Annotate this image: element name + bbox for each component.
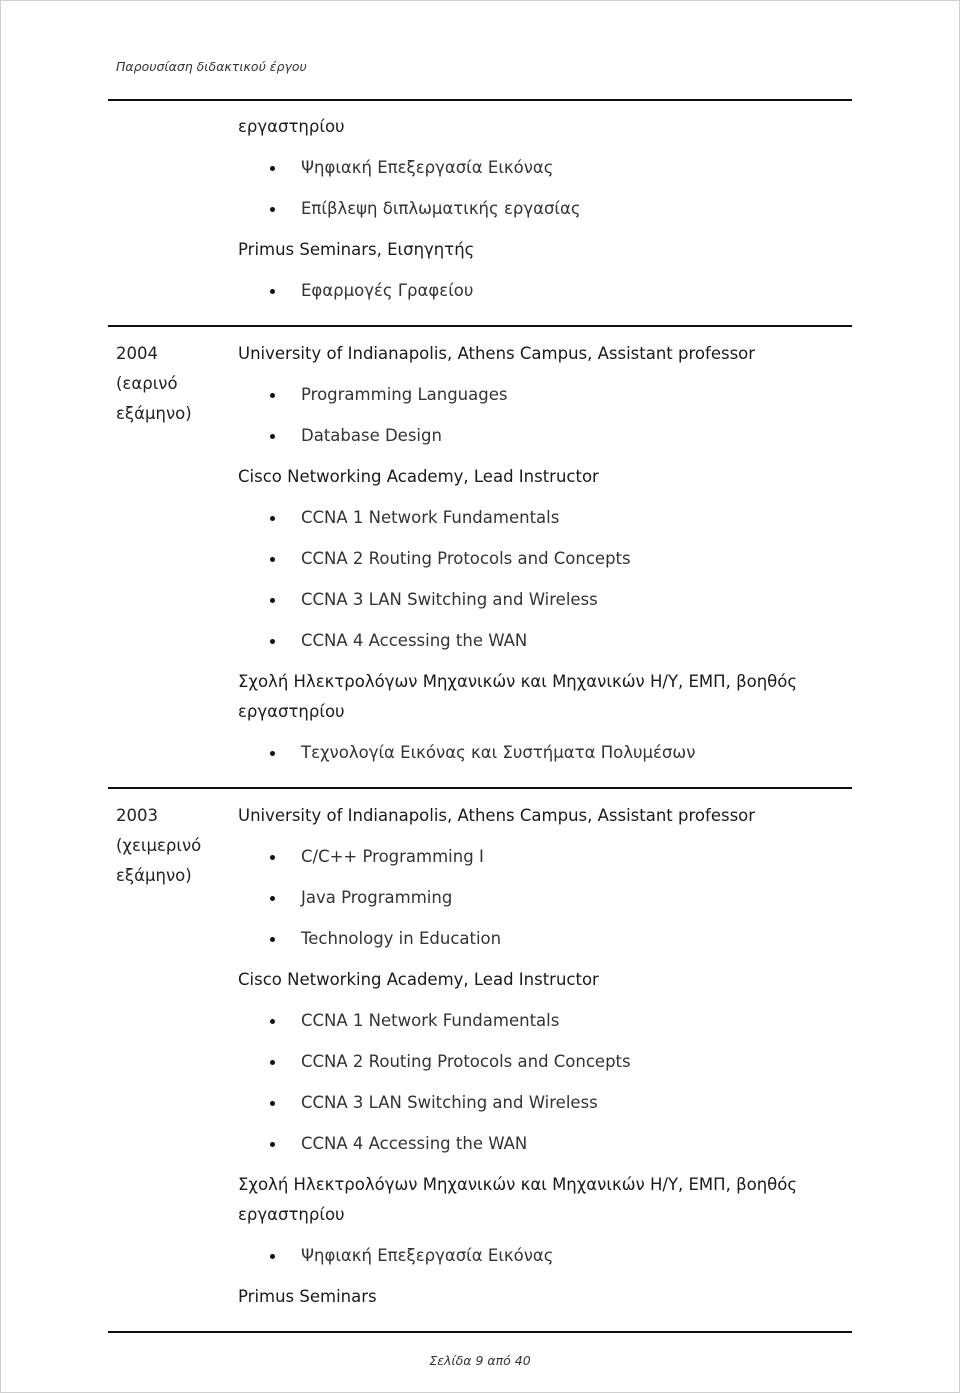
course-name: Εφαρμογές Γραφείου	[301, 281, 474, 300]
bullet-icon	[270, 1060, 275, 1065]
course-item	[238, 738, 852, 779]
institution-heading: Primus Seminars	[238, 1287, 377, 1306]
semester-label-line: (εαρινό	[116, 374, 178, 393]
semester-label-line: (χειμερινό	[116, 836, 202, 855]
bullet-icon	[270, 1019, 275, 1024]
running-header: Παρουσίαση διδακτικού έργου	[116, 59, 307, 74]
institution-heading: Primus Seminars, Εισηγητής	[238, 240, 475, 259]
course-item	[238, 842, 852, 883]
course-item	[238, 153, 852, 194]
bullet-icon	[270, 1142, 275, 1147]
bullet-icon	[270, 598, 275, 603]
institution-heading: εργαστηρίου	[238, 117, 345, 136]
course-name: Επίβλεψη διπλωματικής εργασίας	[301, 199, 581, 218]
course-item	[238, 503, 852, 544]
semester-block	[108, 789, 852, 1333]
course-name: CCNA 4 Accessing the WAN	[301, 631, 528, 650]
semester-block	[108, 108, 852, 327]
course-item	[238, 276, 852, 317]
bullet-icon	[270, 166, 275, 171]
course-name: C/C++ Programming I	[301, 847, 484, 866]
semester-label-line: 2003	[116, 806, 158, 825]
semester-block	[108, 327, 852, 789]
semester-entries	[238, 339, 852, 787]
bullet-icon	[270, 207, 275, 212]
institution-heading: Σχολή Ηλεκτρολόγων Μηχανικών και Μηχανικών Η/Υ, ΕΜΠ, βοηθός εργαστηρίου	[238, 672, 798, 721]
institution-heading: Σχολή Ηλεκτρολόγων Μηχανικών και Μηχανικών Η/Υ, ΕΜΠ, βοηθός εργαστηρίου	[238, 1175, 798, 1224]
course-item	[238, 1241, 852, 1282]
institution-heading: Cisco Networking Academy, Lead Instructor	[238, 467, 599, 486]
course-name: CCNA 1 Network Fundamentals	[301, 508, 560, 527]
semester-label	[108, 801, 238, 1331]
course-name: Ψηφιακή Επεξεργασία Εικόνας	[301, 1246, 554, 1265]
semester-label-line: εξάμηνο)	[116, 866, 192, 885]
course-name: CCNA 4 Accessing the WAN	[301, 1134, 528, 1153]
course-item	[238, 1047, 852, 1088]
bullet-icon	[270, 1254, 275, 1259]
course-name: CCNA 2 Routing Protocols and Concepts	[301, 549, 631, 568]
course-name: Technology in Education	[301, 929, 502, 948]
institution-heading: Cisco Networking Academy, Lead Instructor	[238, 970, 599, 989]
course-name: CCNA 1 Network Fundamentals	[301, 1011, 560, 1030]
bullet-icon	[270, 289, 275, 294]
course-name: CCNA 3 LAN Switching and Wireless	[301, 590, 598, 609]
bullet-icon	[270, 855, 275, 860]
bullet-icon	[270, 751, 275, 756]
bullet-icon	[270, 557, 275, 562]
top-rule	[108, 99, 852, 101]
semester-label-line: εξάμηνο)	[116, 404, 192, 423]
semester-label	[108, 339, 238, 787]
bullet-icon	[270, 434, 275, 439]
course-item	[238, 1006, 852, 1047]
course-name: Programming Languages	[301, 385, 508, 404]
course-item	[238, 544, 852, 585]
course-item	[238, 883, 852, 924]
course-item	[238, 585, 852, 626]
course-item	[238, 1088, 852, 1129]
course-item	[238, 1129, 852, 1170]
semester-label-line: 2004	[116, 344, 158, 363]
teaching-record-table	[108, 108, 852, 1333]
bullet-icon	[270, 516, 275, 521]
bullet-icon	[270, 896, 275, 901]
course-name: CCNA 3 LAN Switching and Wireless	[301, 1093, 598, 1112]
course-name: Τεχνολογία Εικόνας και Συστήματα Πολυμέσων	[301, 743, 696, 762]
course-name: Ψηφιακή Επεξεργασία Εικόνας	[301, 158, 554, 177]
course-item	[238, 421, 852, 462]
page-number: Σελίδα 9 από 40	[429, 1353, 531, 1368]
semester-entries	[238, 112, 852, 325]
bullet-icon	[270, 937, 275, 942]
course-item	[238, 380, 852, 421]
bullet-icon	[270, 639, 275, 644]
bullet-icon	[270, 393, 275, 398]
course-item	[238, 924, 852, 965]
course-name: CCNA 2 Routing Protocols and Concepts	[301, 1052, 631, 1071]
institution-heading: University of Indianapolis, Athens Campus, Assistant professor	[238, 344, 756, 363]
semester-entries	[238, 801, 852, 1331]
course-item	[238, 626, 852, 667]
institution-heading: University of Indianapolis, Athens Campus, Assistant professor	[238, 806, 756, 825]
semester-label	[108, 112, 238, 325]
course-name: Database Design	[301, 426, 442, 445]
course-item	[238, 194, 852, 235]
bullet-icon	[270, 1101, 275, 1106]
course-name: Java Programming	[301, 888, 453, 907]
